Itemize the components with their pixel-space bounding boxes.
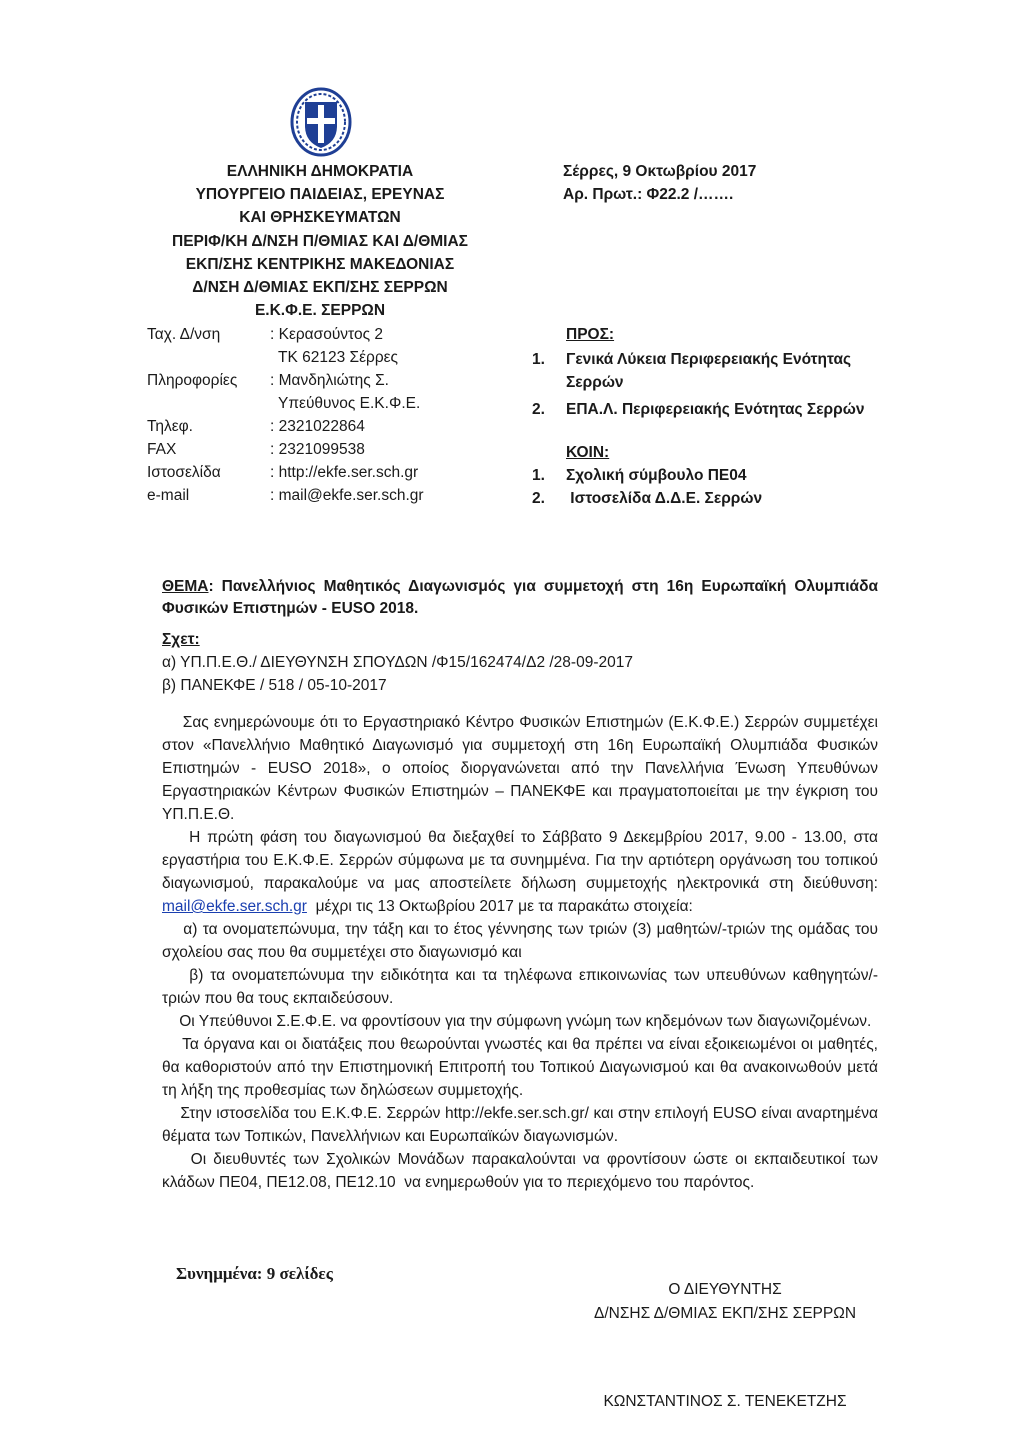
header-line: ΚΑΙ ΘΡΗΣΚΕΥΜΑΤΩΝ bbox=[239, 209, 401, 227]
document-date: Σέρρες, 9 Οκτωβρίου 2017 bbox=[563, 163, 757, 180]
cc-item bbox=[532, 487, 892, 510]
body-paragraph: Στην ιστοσελίδα του Ε.Κ.Φ.Ε. Σερρών http://ekfe.ser.sch.gr/ και στην επιλογή EUSO είναι αναρτημένα θέματα των Τοπικών, Πανελλήνιων και Ευρωπαϊκών διαγωνισμών. bbox=[162, 1105, 883, 1145]
recipient-text: ΕΠΑ.Λ. Περιφερειακής Ενότητας Σερρών bbox=[566, 401, 865, 418]
signer-office: Δ/ΝΣΗΣ Δ/ΘΜΙΑΣ ΕΚΠ/ΣΗΣ ΣΕΡΡΩΝ bbox=[593, 1305, 857, 1322]
related-label: Σχετ: bbox=[162, 631, 200, 648]
contact-label bbox=[147, 392, 270, 415]
related-references bbox=[162, 628, 878, 697]
subject-line bbox=[162, 576, 878, 620]
protocol-number: Αρ. Πρωτ.: Φ22.2 /……. bbox=[563, 186, 734, 204]
contact-label: FAX bbox=[147, 441, 177, 458]
related-item: β) ΠΑΝΕΚΦΕ / 518 / 05-10-2017 bbox=[162, 677, 387, 694]
signer-name: ΚΩΝΣΤΑΝΤΙΝΟΣ Σ. ΤΕΝΕΚΕΤΖΗΣ bbox=[603, 1393, 847, 1410]
letter-body bbox=[162, 711, 883, 1194]
subject-label: ΘΕΜΑ bbox=[162, 578, 209, 595]
cc-text: Σχολική σύμβουλο ΠΕ04 bbox=[566, 467, 747, 484]
contact-value: : 2321099538 bbox=[270, 441, 365, 458]
recipient-item bbox=[532, 398, 892, 421]
contact-row bbox=[147, 438, 517, 461]
date-protocol-block bbox=[563, 160, 893, 206]
recipient-item bbox=[532, 348, 892, 394]
attachments-note: Συνημμένα: 9 σελίδες bbox=[176, 1264, 333, 1283]
body-paragraph: β) τα ονοματεπώνυμα την ειδικότητα και τα τηλέφωνα επικοινωνίας των υπευθύνων καθηγητών/-τριών που θα τους εκπαιδεύσουν. bbox=[162, 967, 878, 1007]
body-paragraph bbox=[162, 826, 883, 918]
contact-row bbox=[147, 461, 517, 484]
contact-label: Ταχ. Δ/νση bbox=[147, 326, 221, 343]
email-link[interactable]: mail@ekfe.ser.sch.gr bbox=[162, 898, 307, 915]
cc-item bbox=[532, 464, 892, 487]
body-text: Η πρώτη φάση του διαγωνισμού θα διεξαχθεί το Σάββατο 9 Δεκεμβρίου 2017, 9.00 - 13.00, στα εργαστήρια του Ε.Κ.Φ.Ε. Σερρών σύμφωνα με τα συνημμένα. Για την αρτιότερη οργάνωση του τοπικού διαγωνισμού, παρακαλούμε να μας αποστείλετε δήλωση συμμετοχής ηλεκτρονικά στη διεύθυνση: bbox=[162, 829, 883, 892]
body-paragraph: Τα όργανα και οι διατάξεις που θεωρούνται γνωστές και θα πρέπει να είναι εξοικειωμένοι οι μαθητές, θα καθοριστούν από την Επιστημονική Επιτροπή του Τοπικού Διαγωνισμού και θα ανακοινωθούν μετά τη λήξη της προθεσμίας των δηλώσεων συμμετοχής. bbox=[162, 1036, 883, 1099]
signer-title: Ο ΔΙΕΥΘΥΝΤΗΣ bbox=[668, 1281, 782, 1298]
contact-value: : Μανδηλιώτης Σ. bbox=[270, 372, 389, 389]
contact-label bbox=[147, 346, 270, 369]
body-paragraph: Σας ενημερώνουμε ότι το Εργαστηριακό Κέντρο Φυσικών Επιστημών (Ε.Κ.Φ.Ε.) Σερρών συμμετέχει στον «Πανελλήνιο Μαθητικό Διαγωνισμό για συμμετοχή στη 16η Ευρωπαϊκή Ολυμπιάδα Φυσικών Επιστημών - EUSO 2018», ο οποίος διοργανώνεται από την Πανελλήνια Ένωση Υπευθύνων Εργαστηριακών Κέντρων Φυσικών Επιστημών – ΠΑΝΕΚΦΕ και πραγματοποιείται με την έγκριση του ΥΠ.Π.Ε.Θ. bbox=[162, 714, 883, 823]
contact-label: Πληροφορίες bbox=[147, 372, 238, 389]
contact-row bbox=[147, 323, 517, 346]
greek-coat-of-arms-icon bbox=[290, 86, 352, 158]
recipient-text: Γενικά Λύκεια Περιφερειακής Ενότητας Σερρών bbox=[566, 351, 852, 391]
contact-row bbox=[147, 415, 517, 438]
email-value: : mail@ekfe.ser.sch.gr bbox=[270, 487, 424, 504]
header-line: ΕΚΠ/ΣΗΣ ΚΕΝΤΡΙΚΗΣ ΜΑΚΕΔΟΝΙΑΣ bbox=[185, 255, 455, 273]
website-value: : http://ekfe.ser.sch.gr bbox=[270, 464, 419, 481]
header-line: ΕΛΛΗΝΙΚΗ ΔΗΜΟΚΡΑΤΙΑ bbox=[226, 163, 414, 180]
contact-value: ΤΚ 62123 Σέρρες bbox=[278, 349, 399, 366]
signature-block bbox=[560, 1278, 890, 1326]
header-line: ΥΠΟΥΡΓΕΙΟ ΠΑΙΔΕΙΑΣ, ΕΡΕΥΝΑΣ bbox=[195, 186, 445, 204]
header-line: ΠΕΡΙΦ/ΚΗ Δ/ΝΣΗ Π/ΘΜΙΑΣ ΚΑΙ Δ/ΘΜΙΑΣ bbox=[172, 232, 468, 250]
contact-row bbox=[147, 369, 517, 392]
header-line: Ε.Κ.Φ.Ε. ΣΕΡΡΩΝ bbox=[254, 302, 386, 320]
contact-value: Υπεύθυνος Ε.Κ.Φ.Ε. bbox=[278, 395, 421, 412]
contact-value: : Κερασούντος 2 bbox=[270, 326, 383, 343]
cc-number: 1. bbox=[532, 467, 545, 484]
recipient-number: 2. bbox=[532, 401, 545, 418]
recipient-number: 1. bbox=[532, 351, 545, 368]
to-heading: ΠΡΟΣ: bbox=[566, 326, 615, 343]
related-item: α) ΥΠ.Π.Ε.Θ./ ΔΙΕΥΘΥΝΣΗ ΣΠΟΥΔΩΝ /Φ15/162474/Δ2 /28-09-2017 bbox=[162, 654, 633, 671]
cc-number: 2. bbox=[532, 490, 545, 507]
contact-row bbox=[147, 484, 517, 507]
subject-text: : Πανελλήνιος Μαθητικός Διαγωνισμός για συμμετοχή στη 16η Ευρωπαϊκή Ολυμπιάδα Φυσικών Επιστημών - EUSO 2018. bbox=[162, 578, 878, 617]
recipients-block bbox=[532, 323, 892, 510]
contact-label: e-mail bbox=[147, 487, 190, 504]
contact-label: Τηλεφ. bbox=[147, 418, 193, 435]
contact-details bbox=[147, 323, 517, 507]
contact-value: : 2321022864 bbox=[270, 418, 365, 435]
body-paragraph: Οι διευθυντές των Σχολικών Μονάδων παρακαλούνται να φροντίσουν ώστε οι εκπαιδευτικοί των κλάδων ΠΕ04, ΠΕ12.08, ΠΕ12.10 να ενημερωθούν για το περιεχόμενο του παρόντος. bbox=[162, 1151, 883, 1191]
contact-row bbox=[147, 346, 517, 369]
cc-text: Ιστοσελίδα Δ.Δ.Ε. Σερρών bbox=[566, 490, 763, 507]
body-paragraph: Οι Υπεύθυνοι Σ.Ε.Φ.Ε. να φροντίσουν για την σύμφωνη γνώμη των κηδεμόνων των διαγωνιζομένων. bbox=[162, 1013, 872, 1030]
contact-label: Ιστοσελίδα bbox=[147, 464, 221, 481]
body-paragraph: α) τα ονοματεπώνυμα, την τάξη και το έτος γέννησης των τριών (3) μαθητών/-τριών της ομάδας του σχολείου σας που θα συμμετέχει στο διαγωνισμό και bbox=[162, 921, 883, 961]
header-line: Δ/ΝΣΗ Δ/ΘΜΙΑΣ ΕΚΠ/ΣΗΣ ΣΕΡΡΩΝ bbox=[192, 279, 448, 297]
contact-row bbox=[147, 392, 517, 415]
cc-heading: ΚΟΙΝ: bbox=[566, 444, 610, 461]
body-text: μέχρι τις 13 Οκτωβρίου 2017 με τα παρακάτω στοιχεία: bbox=[306, 898, 693, 915]
issuer-header bbox=[140, 160, 500, 322]
